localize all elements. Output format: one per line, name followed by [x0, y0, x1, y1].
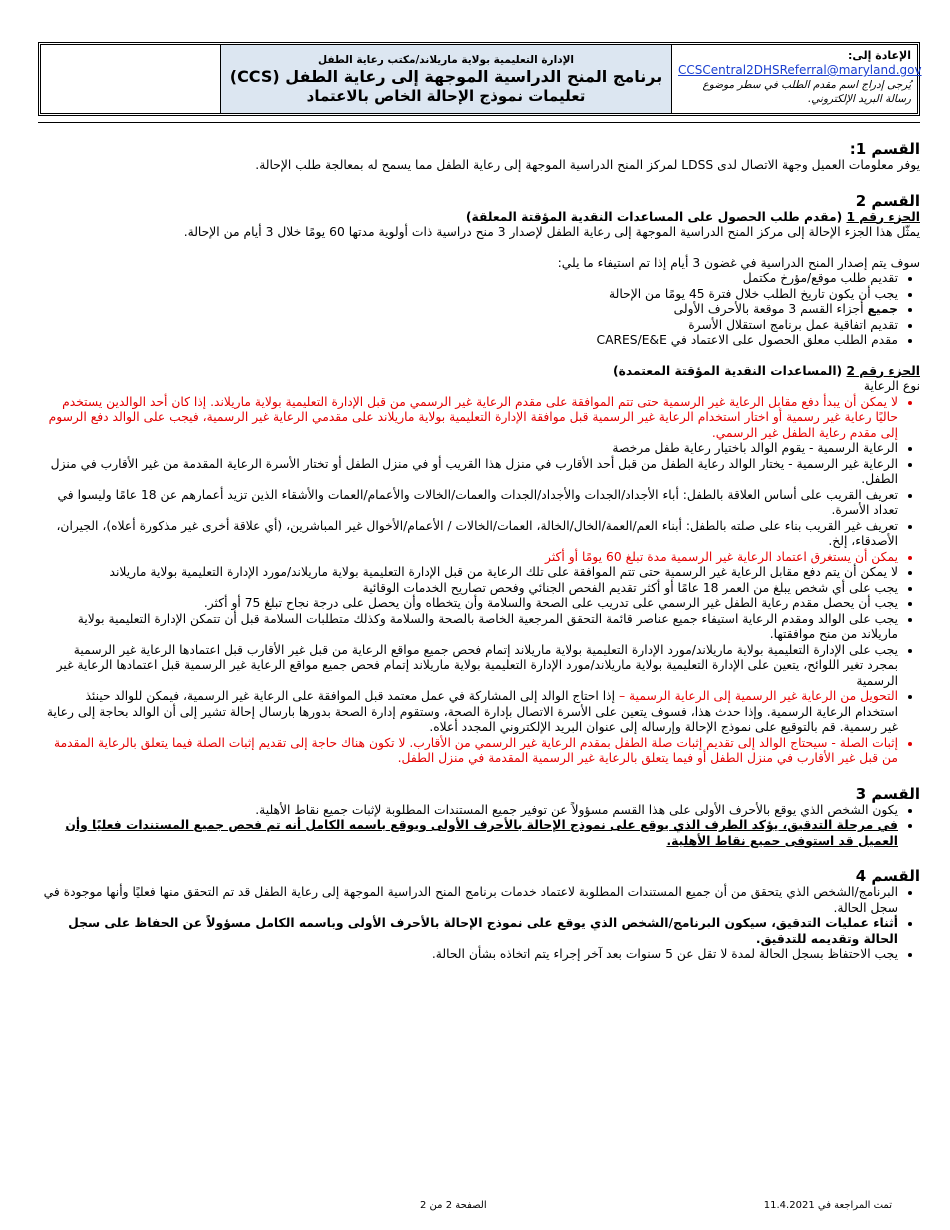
part1-text: يمثّل هذا الجزء الإحالة إلى مركز المنح الدراسية الموجهة إلى رعاية الطفل لإصدار 3 منح دراسية ذات أولوية مدتها 60 يومًا خلال 3 أيام من الإحالة. [183, 225, 920, 239]
care-item [40, 689, 898, 736]
section3-list [40, 803, 920, 850]
condition-rest: أجزاء القسم 3 موقعة بالأحرف الأولى [673, 302, 864, 316]
header-referral-cell [671, 45, 922, 113]
header-rule [38, 122, 920, 123]
transfer-text: إذا احتاج الوالد إلى المشاركة في عمل معتمد قبل الموافقة على الرعاية غير الرسمية، فيمكن للوالد حينئذ استخدام الرعاية الرسمية. وإذا حدث هذا، فسوف يتعين على الأسرة الاتصال بإدارة الصحة، وستقوم إدارة الصحة بدورها بارسال إحالة تشير إلى أن الوالد بحاجة إلى رعاية غير رسمية. قم بالتوقيع على نموذج الإحالة وإرساله إلى عنوان البريد الإلكتروني المجدد أعلاه. [46, 689, 898, 734]
part2-subtitle: (المساعدات النقدية المؤقتة المعتمدة) [612, 363, 843, 378]
section3-item: • يكون الشخص الذي يوقع بالأحرف الأولى على هذا القسم مسؤولاً عن توفير جميع المستندات المطلوبة لإثبات جميع نقاط الأهلية. [40, 803, 898, 819]
section1-text: يوفر معلومات العميل وجهة الاتصال لدى LDSS لمركز المنح الدراسية الموجهة إلى رعاية الطفل مما يسمح له بمعالجة طلب الإحالة. [255, 158, 920, 172]
part1-subtitle: (مقدم طلب الحصول على المساعدات النقدية المؤقتة المعلقة) [465, 209, 843, 224]
section4-list [40, 885, 920, 963]
issue-intro: سوف يتم إصدار المنح الدراسية في غضون 3 أيام إذا تم استيفاء ما يلي: [557, 255, 920, 270]
condition-item: • تقديم طلب موقع/مؤرخ مكتمل [40, 271, 898, 287]
document-body [40, 140, 920, 963]
section1-title: القسم 1: [849, 140, 920, 158]
section3-title: القسم 3 [855, 784, 920, 803]
part1-title: الجزء رقم 1 [846, 209, 920, 224]
care-item: • لا يمكن أن يتم دفع مقابل الرعاية غير الرسمية حتى تتم الموافقة على تلك الرعاية من قبل الإدارة التعليمية بولاية ماريلاند/مورد الإدارة التعليمية بولاية ماريلاند [40, 565, 898, 581]
referral-email-link[interactable]: CCSCentral2DHSReferral@maryland.gov [678, 63, 922, 77]
header-table [38, 42, 920, 116]
care-item: • يجب أن يحصل مقدم رعاية الطفل غير الرسمي على تدريب على الصحة والسلامة وأن يتخطاه وأن يحصل على درجة نجاح تبلغ 75 أو أكثر. [40, 596, 898, 612]
header-title-cell [221, 45, 671, 113]
section4-item: • أثناء عمليات التدقيق، سيكون البرنامج/الشخص الذي يوقع على نموذج الإحالة بالأحرف الأولى وباسمه الكامل مسؤولاً عن الحفاظ على سجل الحالة وتقديمه للتدقيق. [40, 916, 898, 947]
care-item: • الرعاية غير الرسمية - يختار الوالد رعاية الطفل من قبل أحد الأقارب في منزل هذا القريب أو في منزل الطفل أو تختار الأسرة الرعاية المقدمة من غير الأقارب في منزل الطفل. [40, 457, 898, 488]
condition-item: • يجب أن يكون تاريخ الطلب خلال فترة 45 يومًا من الإحالة [40, 287, 898, 303]
care-item: • تعريف غير القريب بناء على صلته بالطفل: أبناء العم/العمة/الخال/الخالة، العمات/الخالات / الأعمام/الأخوال غير المباشرين، (أي علاقة أخرى غير مذكورة أعلاه)، الجيران، الأصدقاء، إلخ. [40, 519, 898, 550]
conditions-list [40, 271, 920, 349]
section3-item: • في مرحلة التدقيق، يؤكد الطرف الذي يوقع على نموذج الإحالة بالأحرف الأولى ويوقع باسمه الكامل أنه تم فحص جميع المستندات فعليًا وأن العميل قد استوفى جميع نقاط الأهلية. [40, 818, 898, 849]
part2-title: الجزء رقم 2 [846, 363, 920, 378]
condition-bold-word: جميع [867, 302, 898, 316]
care-item: • إثبات الصلة - سيحتاج الوالد إلى تقديم إثبات صلة الطفل بمقدم الرعاية غير الرسمي من الأقارب. لا تكون هناك حاجة إلى تقديم إثبات الصلة فيما يتعلق بالرعاية المقدمة من قبل غير الأقارب في منزل الطفل أو فيما يتعلق بالرعاية غير الرسمية المقدمة في منزل الطفل. [40, 736, 898, 767]
page-number: الصفحة 2 من 2 [420, 1200, 487, 1211]
referral-note: يُرجى إدراج اسم مقدم الطلب في سطر موضوع رسالة البريد الإلكتروني. [702, 79, 911, 105]
referral-label: الإعادة إلى: [847, 49, 911, 62]
care-item: • لا يمكن أن يبدأ دفع مقابل الرعاية غير الرسمية حتى تتم الموافقة على مقدم الرعاية غير الرسمي من قبل الإدارة التعليمية بولاية ماريلاند. إذا كان أحد الوالدين يستخدم حاليًا رعاية غير رسمية أو اختار استخدام الرعاية غير الرسمية قبل موافقة الإدارة التعليمية بولاية ماريلاند على مقدمي الرعاية غير الرسمية، فيجب على الوالد دفع الرسوم إلى مقدم رعاية الطفل غير الرسمي. [40, 395, 898, 442]
agency-name: الإدارة التعليمية بولاية ماريلاند/مكتب رعاية الطفل [317, 53, 575, 66]
section4-title: القسم 4 [855, 867, 920, 885]
care-item: • يجب على الإدارة التعليمية بولاية ماريلاند/مورد الإدارة التعليمية بولاية ماريلاند إتمام فحص جميع مواقع الرعاية من قبل غير الأقارب قبل اعتمادها الرعاية غير الرسمية بمجرد تغير اللوائح، يتعين على الإدارة التعليمية بولاية ماريلاند/مورد الإدارة التعليمية بولاية ماريلاند إتمام فحص جميع مواقع الرعاية غير الرسمية قبل اعتمادها الرعاية غير الرسمية [40, 643, 898, 690]
care-type-list [40, 395, 920, 767]
care-item: • يجب على الوالد ومقدم الرعاية استيفاء جميع عناصر قائمة التحقق المرجعية الخاصة بالصحة والسلامة وكذلك متطلبات السلامة قبل أن تتمكن الإدارة التعليمية بولاية ماريلاند من منح موافقتها. [40, 612, 898, 643]
condition-item: • تقديم اتفاقية عمل برنامج استقلال الأسرة [40, 318, 898, 334]
condition-item [40, 302, 898, 318]
section4-item: • البرنامج/الشخص الذي يتحقق من أن جميع المستندات المطلوبة لاعتماد خدمات برنامج المنح الدراسية الموجهة إلى رعاية الطفل قد تم التحقق منها فعليًا وأنها موجودة في سجل الحالة. [40, 885, 898, 916]
section4-item: • يجب الاحتفاظ بسجل الحالة لمدة لا تقل عن 5 سنوات بعد آخر إجراء يتم اتخاذه بشأن الحالة. [40, 947, 898, 963]
part1-heading [40, 210, 920, 226]
document-title: برنامج المنح الدراسية الموجهة إلى رعاية الطفل (CCS) [229, 66, 663, 86]
care-item: • يمكن أن يستغرق اعتماد الرعاية غير الرسمية مدة تبلغ 60 يومًا أو أكثر [40, 550, 898, 566]
care-item: • تعريف القريب على أساس العلاقة بالطفل: أباء الأجداد/الجدات والأجداد/الجدات والعمات/الخالات والأعمام/العمات والأشقاء الذين تزيد أعمارهم عن 18 عامًا وليسوا في تعداد الأسرة. [40, 488, 898, 519]
care-type-label: نوع الرعاية [863, 379, 920, 393]
header-logo-cell [41, 45, 221, 113]
revision-date: تمت المراجعة في 11.4.2021 [763, 1200, 892, 1211]
care-item: • يجب على أي شخص يبلغ من العمر 18 عامًا أو أكثر تقديم الفحص الجنائي وفحص تصاريح الخدمات الوقائية [40, 581, 898, 597]
document-subtitle: تعليمات نموذج الإحالة الخاص بالاعتماد [306, 86, 586, 105]
part2-heading [40, 364, 920, 380]
transfer-label: التحويل من الرعاية غير الرسمية إلى الرعاية الرسمية – [618, 689, 898, 703]
care-item: • الرعاية الرسمية - يقوم الوالد باختيار رعاية طفل مرخصة [40, 441, 898, 457]
section2-title: القسم 2 [855, 191, 920, 210]
condition-item: • مقدم الطلب معلق الحصول على الاعتماد في CARES/E&E [40, 333, 898, 349]
